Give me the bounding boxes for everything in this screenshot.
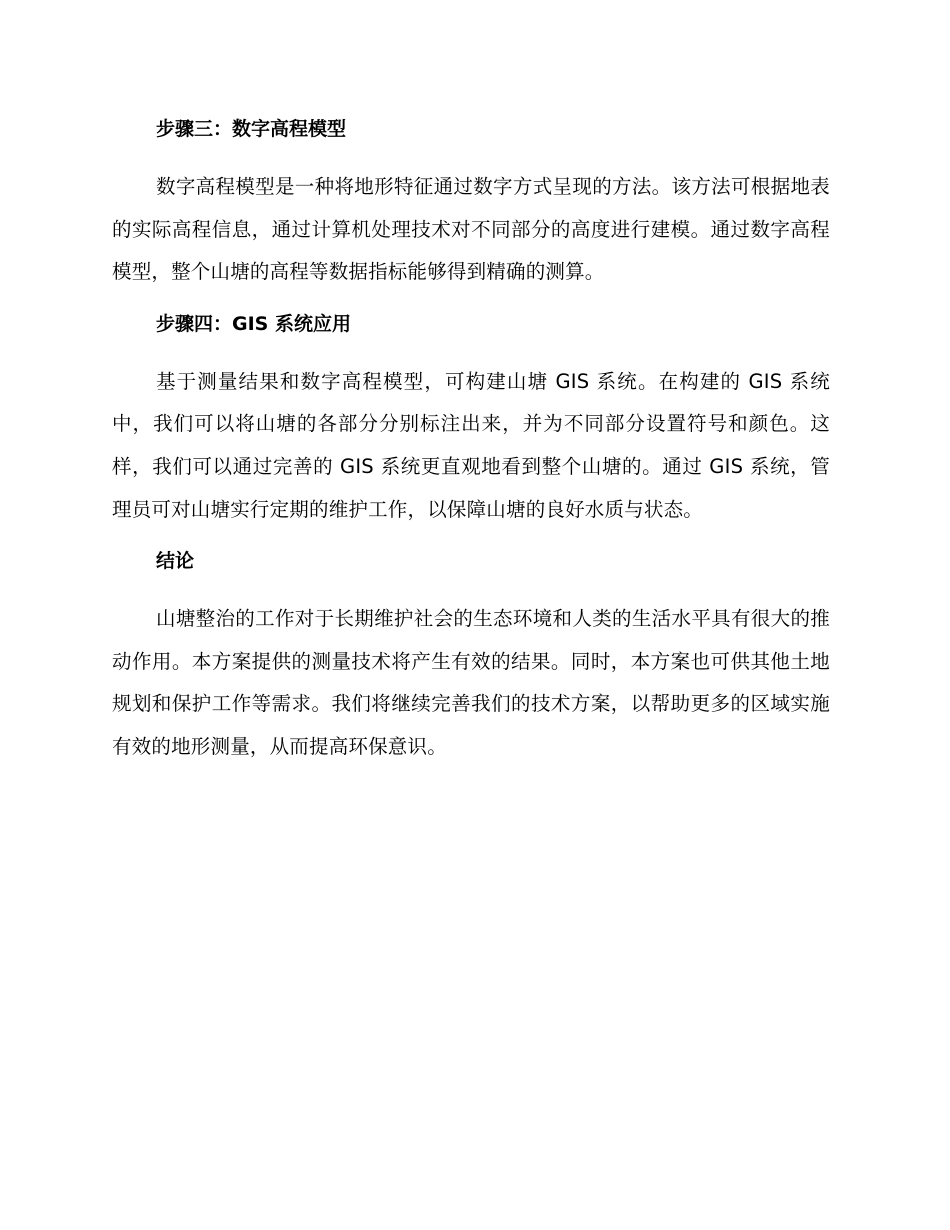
section-heading-conclusion: 结论 [156,550,195,573]
section-paragraph-step-four: 基于测量结果和数字高程模型，可构建山塘 GIS 系统。在构建的 GIS 系统中，我们可以将山塘的各部分分别标注出来，并为不同部分设置符号和颜色。这样，我们可以通过完善的 GIS 系统更直观地看到整个山塘的。通过 GIS 系统，管理员可对山塘实行定期的维护工作，以保障山塘的良好水质与状态。 [112,369,830,521]
document-page [112,112,830,769]
section-heading-step-four: 步骤四：GIS 系统应用 [156,312,351,335]
section-paragraph-step-three: 数字高程模型是一种将地形特征通过数字方式呈现的方法。该方法可根据地表的实际高程信息，通过计算机处理技术对不同部分的高度进行建模。通过数字高程模型，整个山塘的高程等数据指标能够得到精确的测算。 [112,175,830,284]
section-paragraph-conclusion: 山塘整治的工作对于长期维护社会的生态环境和人类的生活水平具有很大的推动作用。本方案提供的测量技术将产生有效的结果。同时，本方案也可供其他土地规划和保护工作等需求。我们将继续完善我们的技术方案，以帮助更多的区域实施有效的地形测量，从而提高环保意识。 [112,607,830,758]
section-heading-step-three: 步骤三：数字高程模型 [156,118,347,140]
